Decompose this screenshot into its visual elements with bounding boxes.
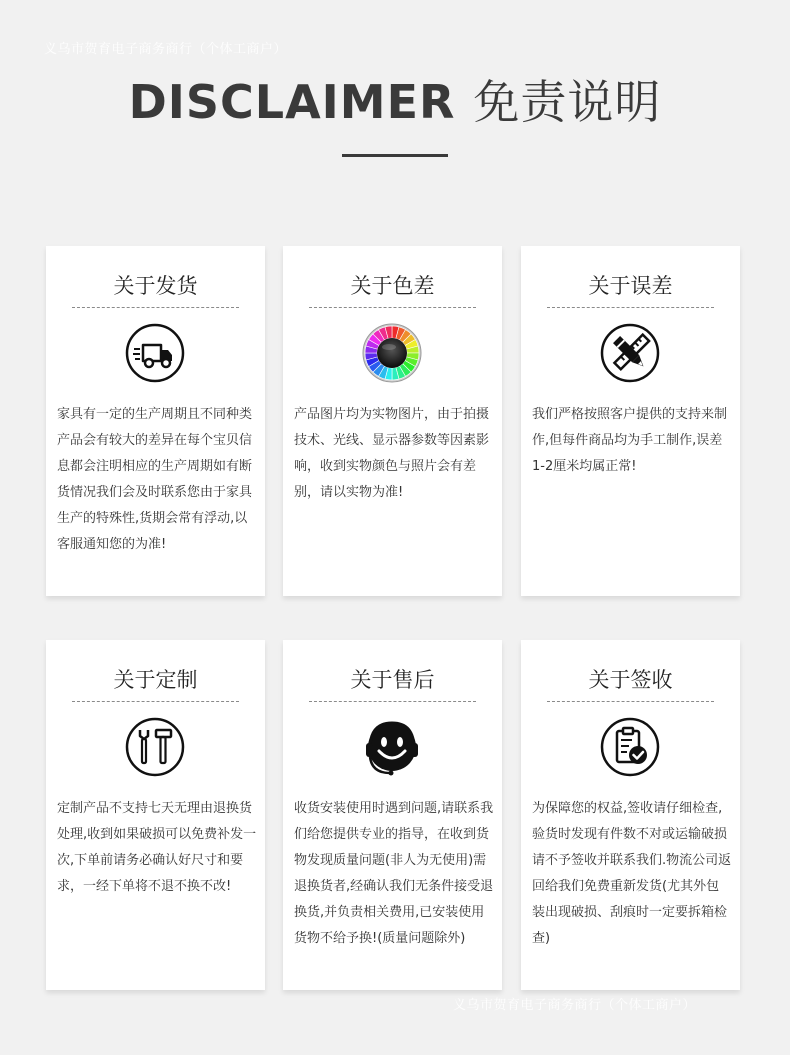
card-title: 关于定制 — [113, 668, 198, 692]
card-body: 我们严格按照客户提供的支持来制作,但每件商品均为手工制作,误差1-2厘米均属正常! — [532, 407, 728, 474]
title-underline — [342, 154, 448, 157]
wrench-hammer-icon — [125, 717, 185, 777]
card-body: 家具有一定的生产周期且不同种类产品会有较大的差异在每个宝贝信息都会注明相应的生产周期如有断货情况我们会及时联系您由于家具生产的特殊性,货期会常有浮动,以客服通知您的为准! — [57, 407, 253, 552]
card-body: 收货安装使用时遇到问题,请联系我们给您提供专业的指导，在收到货物发现质量问题(非人为无使用)需退换货者,经确认我们无条件接受退换货,并负责相关费用,已安装使用货物不给予换!(质量问题除外) — [294, 801, 494, 946]
card-body: 定制产品不支持七天无理由退换货处理,收到如果破损可以免费补发一次,下单前请务必确认好尺寸和要求，一经下单将不退不换不改! — [57, 801, 257, 894]
card-divider — [309, 701, 476, 702]
card-title: 关于签收 — [588, 668, 673, 692]
card-divider — [72, 307, 239, 308]
card-title: 关于色差 — [350, 274, 435, 298]
card-title: 关于误差 — [588, 274, 673, 298]
card-body: 产品图片均为实物图片，由于拍摄技术、光线、显示器参数等因素影响，收到实物颜色与照片会有差别，请以实物为准! — [294, 407, 490, 500]
clipboard-check-icon — [600, 717, 660, 777]
card-divider — [309, 307, 476, 308]
card-shipping — [46, 246, 265, 596]
card-divider — [547, 701, 714, 702]
card-customization — [46, 640, 265, 990]
card-divider — [72, 701, 239, 702]
card-sign-for-delivery — [521, 640, 740, 990]
customer-service-icon — [362, 717, 422, 777]
title-chinese: 免责说明 — [473, 75, 662, 129]
card-body: 为保障您的权益,签收请仔细检查,验货时发现有件数不对或运输破损请不予签收并联系我们.物流公司返回给我们免费重新发货(尤其外包装出现破损、刮痕时一定要拆箱检查) — [532, 801, 732, 946]
card-tolerance — [521, 246, 740, 596]
card-divider — [547, 307, 714, 308]
watermark-top: 义乌市贺育电子商务商行（个体工商户） — [44, 42, 288, 57]
card-title: 关于售后 — [350, 668, 435, 692]
card-color-difference — [283, 246, 502, 596]
pencil-ruler-icon — [600, 323, 660, 383]
delivery-truck-icon — [125, 323, 185, 383]
page-title — [0, 66, 790, 132]
color-wheel-icon — [362, 323, 422, 383]
card-after-sales — [283, 640, 502, 990]
title-english: DISCLAIMER — [128, 75, 456, 129]
watermark-bottom: 义乌市贺育电子商务商行（个体工商户） — [453, 998, 697, 1013]
card-title: 关于发货 — [113, 274, 198, 298]
